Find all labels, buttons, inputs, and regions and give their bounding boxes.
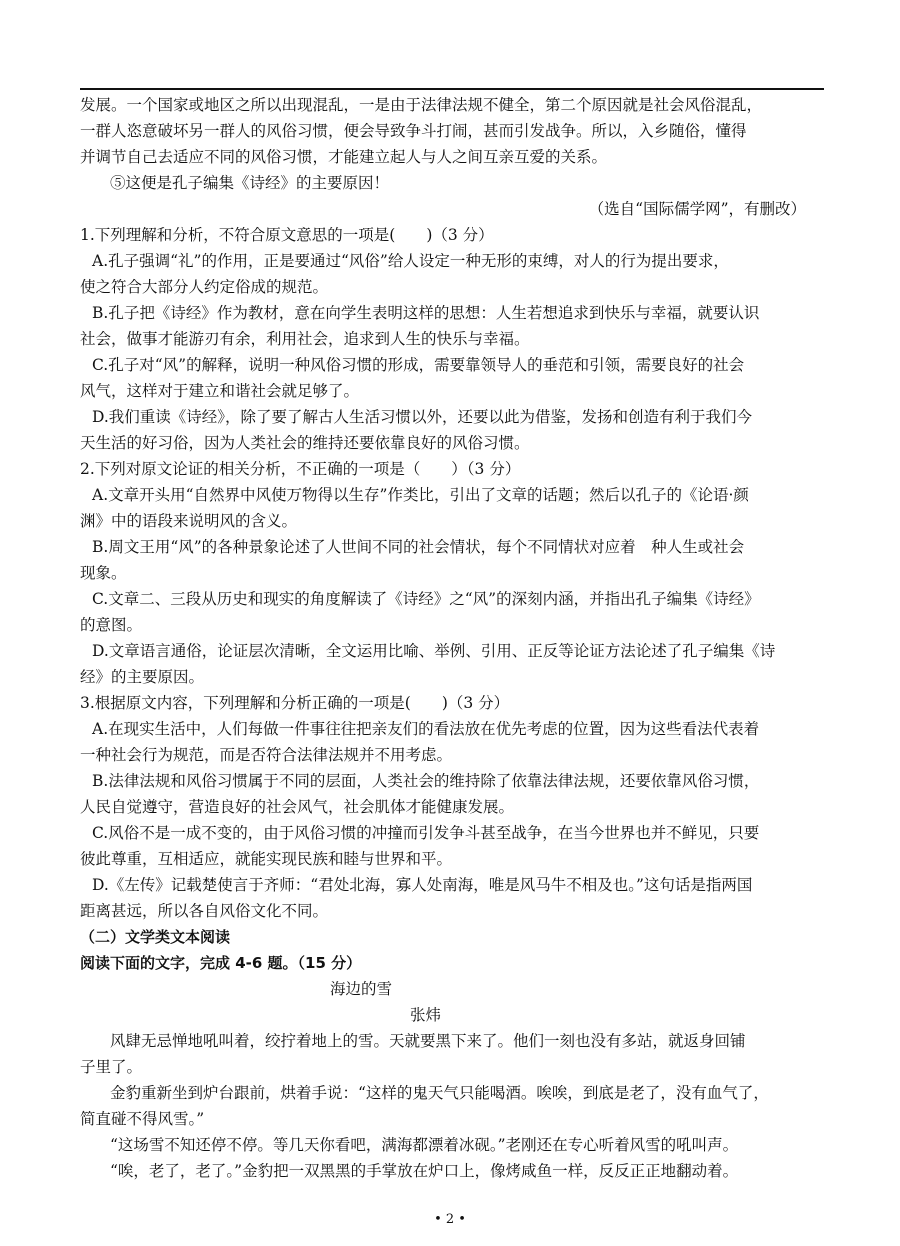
story-paragraph-cont: 子里了。 (80, 1058, 143, 1076)
story-paragraph-cont: 简直碰不得风雪。” (80, 1110, 205, 1128)
q2-option-d: D.文章语言通俗，论证层次清晰，全文运用比喻、举例、引用、正反等论证方法论述了孔子编集《诗 (92, 642, 776, 660)
q1-option-b: B.孔子把《诗经》作为教材，意在向学生表明这样的思想：人生若想追求到快乐与幸福，就要认识 (92, 304, 760, 322)
question-2-stem: 2.下列对原文论证的相关分析，不正确的一项是（ ）（3 分） (80, 460, 521, 478)
q3-option-a: A.在现实生活中，人们每做一件事往往把亲友们的看法放在优先考虑的位置，因为这些看法代表着 (92, 720, 760, 738)
q3-option-c: C.风俗不是一成不变的，由于风俗习惯的冲撞而引发争斗甚至战争，在当今世界也并不鲜见，只要 (92, 824, 760, 842)
section-heading: （二）文学类文本阅读 (80, 928, 231, 946)
q3-option-d: D.《左传》记载楚使言于齐师：“君处北海，寡人处南海，唯是风马牛不相及也。”这句话是指两国 (92, 876, 753, 894)
q3-option-d-cont: 距离甚远，所以各自风俗文化不同。 (80, 902, 329, 920)
passage-paragraph-5: ⑤这便是孔子编集《诗经》的主要原因！ (110, 174, 390, 192)
q3-option-a-cont: 一种社会行为规范，而是否符合法律法规并不用考虑。 (80, 746, 453, 764)
q1-option-c: C.孔子对“风”的解释，说明一种风俗习惯的形成，需要靠领导人的垂范和引领，需要良好的社会 (92, 356, 745, 374)
q1-option-b-cont: 社会，做事才能游刃有余，利用社会，追求到人生的快乐与幸福。 (80, 330, 530, 348)
story-author: 张炜 (410, 1006, 442, 1024)
q2-option-a: A.文章开头用“自然界中风使万物得以生存”作类比，引出了文章的话题；然后以孔子的《论语·颜 (92, 486, 749, 504)
q1-option-a-cont: 使之符合大部分人约定俗成的规范。 (80, 278, 329, 296)
passage-line: 一群人恣意破坏另一群人的风俗习惯，便会导致争斗打闹，甚而引发战争。所以，入乡随俗，懂得 (80, 122, 747, 140)
q3-option-b: B.法律法规和风俗习惯属于不同的层面，人类社会的维持除了依靠法律法规，还要依靠风俗习惯， (92, 772, 760, 790)
header-rule (80, 88, 824, 90)
section-instruction: 阅读下面的文字，完成 4-6 题。（15 分） (80, 954, 362, 972)
page-number: • 2 • (434, 1212, 466, 1227)
q1-option-c-cont: 风气，这样对于建立和谐社会就足够了。 (80, 382, 360, 400)
q1-option-d: D.我们重读《诗经》，除了要了解古人生活习惯以外，还要以此为借鉴，发扬和创造有利于我们今 (92, 408, 753, 426)
q1-option-d-cont: 天生活的好习俗，因为人类社会的维持还要依靠良好的风俗习惯。 (80, 434, 530, 452)
q2-option-d-cont: 经》的主要原因。 (80, 668, 205, 686)
page-content (80, 92, 824, 1184)
passage-line: 发展。一个国家或地区之所以出现混乱，一是由于法律法规不健全，第二个原因就是社会风俗混乱， (80, 96, 763, 114)
passage-source: （选自“国际儒学网”，有删改） (588, 200, 806, 218)
q2-option-b-cont: 现象。 (80, 564, 127, 582)
story-paragraph: “这场雪不知还停不停。等几天你看吧，满海都漂着冰砚。”老刚还在专心听着风雪的吼叫声。 (110, 1136, 739, 1154)
story-title: 海边的雪 (330, 980, 393, 998)
story-paragraph: 金豹重新坐到炉台跟前，烘着手说：“这样的鬼天气只能喝酒。唉唉，到底是老了，没有血气了， (110, 1084, 769, 1102)
passage-line: 并调节自己去适应不同的风俗习惯，才能建立起人与人之间互亲互爱的关系。 (80, 148, 608, 166)
story-paragraph: 风肆无忌惮地吼叫着，绞拧着地上的雪。天就要黑下来了。他们一刻也没有多站，就返身回铺 (110, 1032, 746, 1050)
question-1-stem: 1.下列理解和分析，不符合原文意思的一项是( )（3 分） (80, 226, 494, 244)
question-3-stem: 3.根据原文内容，下列理解和分析正确的一项是( )（3 分） (80, 694, 510, 712)
q3-option-c-cont: 彼此尊重，互相适应，就能实现民族和睦与世界和平。 (80, 850, 453, 868)
q3-option-b-cont: 人民自觉遵守，营造良好的社会风气，社会肌体才能健康发展。 (80, 798, 515, 816)
q2-option-a-cont: 渊》中的语段来说明风的含义。 (80, 512, 298, 530)
story-paragraph: “唉，老了，老了。”金豹把一双黑黑的手掌放在炉口上，像烤咸鱼一样，反反正正地翻动着。 (110, 1162, 739, 1180)
q2-option-c-cont: 的意图。 (80, 616, 143, 634)
q2-option-b: B.周文王用“风”的各种景象论述了人世间不同的社会情状，每个不同情状对应着 种人生或社会 (92, 538, 745, 556)
q2-option-c: C.文章二、三段从历史和现实的角度解读了《诗经》之“风”的深刻内涵，并指出孔子编集《诗经》 (92, 590, 760, 608)
q1-option-a: A.孔子强调“礼”的作用，正是要通过“风俗”给人设定一种无形的束缚，对人的行为提出要求， (92, 252, 729, 270)
